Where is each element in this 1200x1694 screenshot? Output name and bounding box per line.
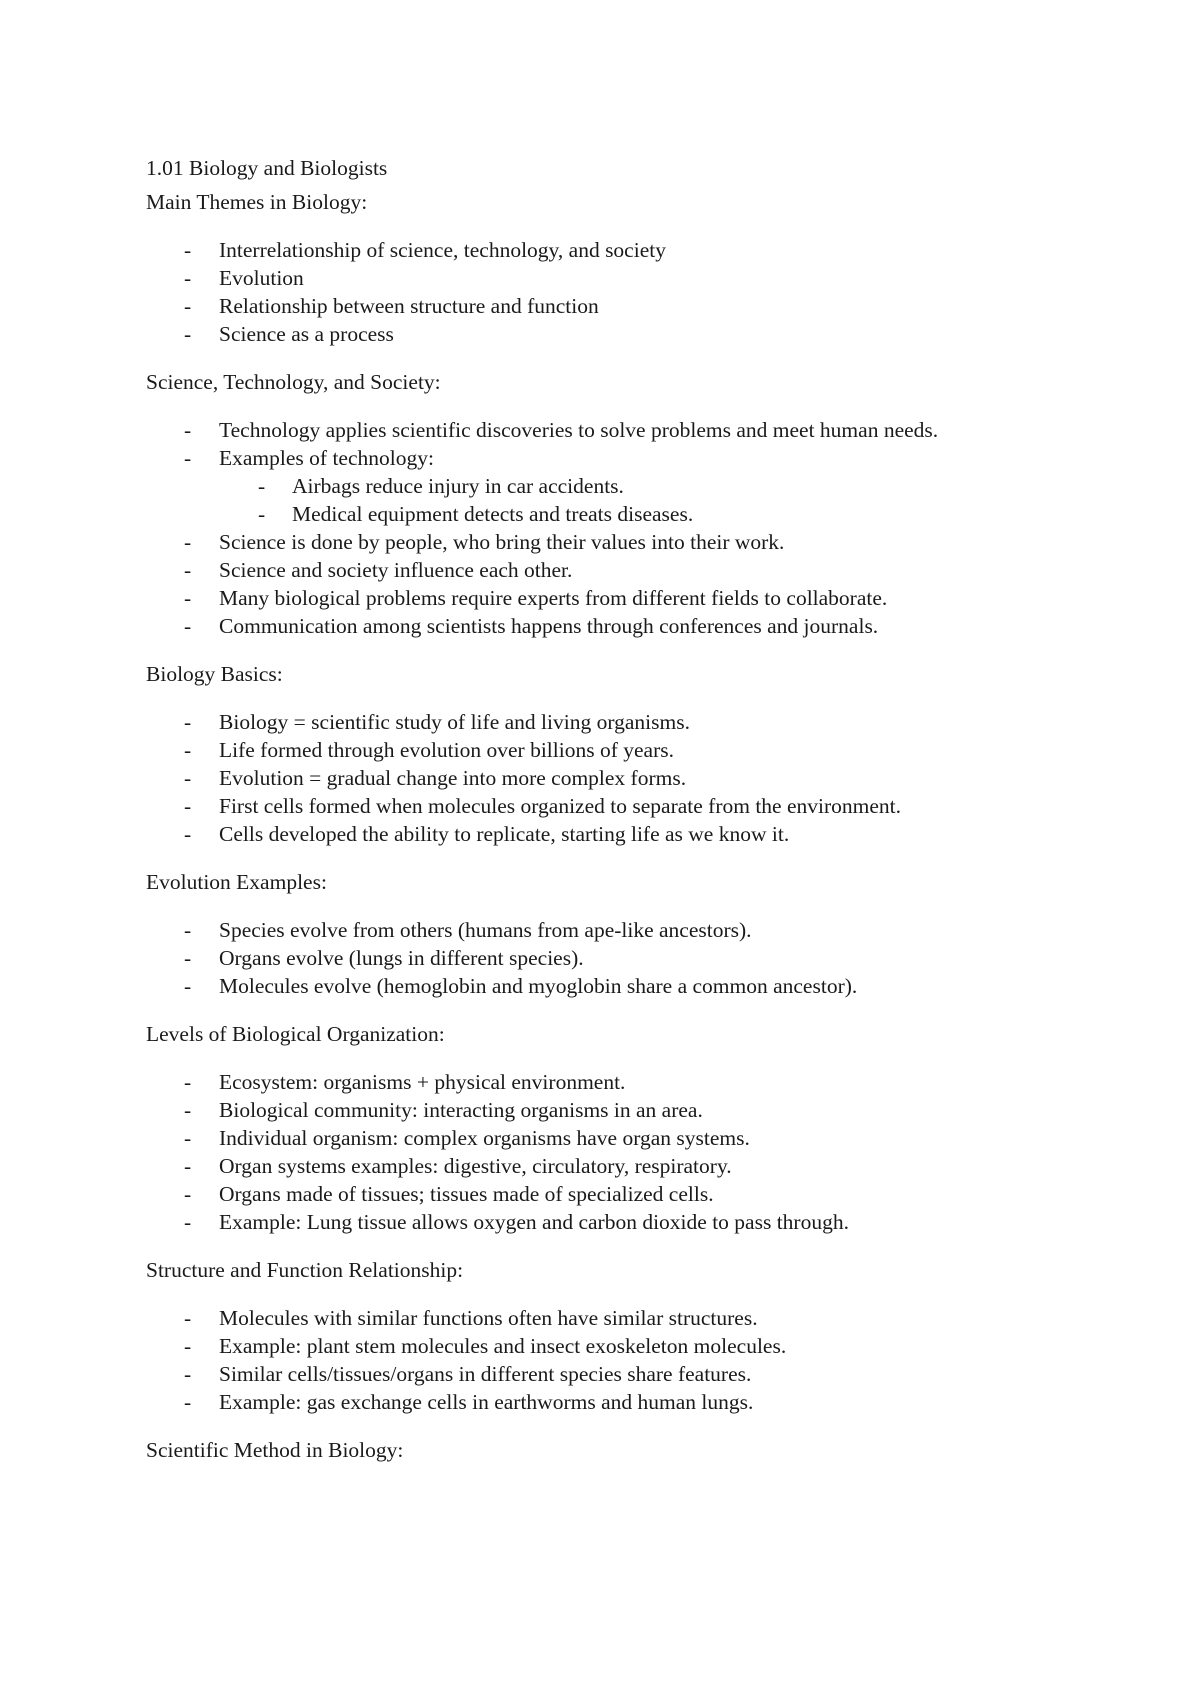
list-item [146, 820, 1146, 848]
bullet-dash-icon: - [184, 918, 192, 942]
list-item [146, 1096, 1146, 1124]
bullet-dash-icon: - [184, 1182, 192, 1206]
bullet-dash-icon: - [184, 446, 192, 470]
bullet-dash-icon: - [184, 822, 192, 846]
list-item-text: Relationship between structure and function [219, 294, 599, 318]
bullet-dash-icon: - [184, 1362, 192, 1386]
bullet-list [146, 708, 1146, 848]
bullet-dash-icon: - [184, 322, 192, 346]
list-item-text: Biology = scientific study of life and living organisms. [219, 710, 690, 734]
bullet-dash-icon: - [184, 294, 192, 318]
section-heading: Evolution Examples: [146, 870, 327, 894]
list-item [146, 1332, 1146, 1360]
bullet-list [146, 1304, 1146, 1416]
bullet-dash-icon: - [184, 946, 192, 970]
list-item [146, 1304, 1146, 1332]
bullet-dash-icon: - [184, 530, 192, 554]
list-item-text: Airbags reduce injury in car accidents. [292, 474, 624, 498]
list-item-text: Cells developed the ability to replicate, starting life as we know it. [219, 822, 790, 846]
section [146, 367, 1146, 640]
bullet-dash-icon: - [184, 1334, 192, 1358]
bullet-list [146, 1068, 1146, 1236]
bullet-dash-icon: - [184, 766, 192, 790]
section [146, 1019, 1146, 1236]
list-item-text: Organs evolve (lungs in different species). [219, 946, 584, 970]
bullet-dash-icon: - [184, 1390, 192, 1414]
list-item [146, 584, 1146, 612]
document-body [146, 153, 1146, 1465]
bullet-dash-icon: - [184, 1126, 192, 1150]
list-item [146, 972, 1146, 1000]
list-item [146, 1124, 1146, 1152]
bullet-dash-icon: - [184, 266, 192, 290]
section [146, 1255, 1146, 1416]
sub-list-item [146, 472, 1146, 500]
section-heading: Structure and Function Relationship: [146, 1258, 464, 1282]
list-item-text: Similar cells/tissues/organs in different species share features. [219, 1362, 752, 1386]
list-item-text: Medical equipment detects and treats diseases. [292, 502, 694, 526]
bullet-dash-icon: - [184, 974, 192, 998]
list-item [146, 916, 1146, 944]
list-item-text: Example: gas exchange cells in earthworms and human lungs. [219, 1390, 754, 1414]
section-heading: Main Themes in Biology: [146, 190, 368, 214]
bullet-dash-icon: - [184, 1306, 192, 1330]
list-item [146, 764, 1146, 792]
bullet-list [146, 916, 1146, 1000]
list-item [146, 708, 1146, 736]
list-item [146, 1388, 1146, 1416]
document-title: 1.01 Biology and Biologists [146, 156, 388, 180]
list-item-text: Interrelationship of science, technology, and society [219, 238, 666, 262]
bullet-dash-icon: - [184, 1210, 192, 1234]
list-item-text: Many biological problems require experts from different fields to collaborate. [219, 586, 888, 610]
bullet-dash-icon: - [184, 710, 192, 734]
bullet-dash-icon: - [184, 558, 192, 582]
bullet-dash-icon: - [184, 738, 192, 762]
list-item [146, 612, 1146, 640]
list-item-text: Communication among scientists happens through conferences and journals. [219, 614, 879, 638]
section [146, 1435, 1146, 1465]
list-item [146, 792, 1146, 820]
list-item [146, 444, 1146, 472]
list-item [146, 528, 1146, 556]
list-item-text: Examples of technology: [219, 446, 434, 470]
list-item-text: Individual organism: complex organisms have organ systems. [219, 1126, 750, 1150]
list-item [146, 236, 1146, 264]
list-item-text: Biological community: interacting organisms in an area. [219, 1098, 703, 1122]
bullet-dash-icon: - [184, 1098, 192, 1122]
list-item-text: Organs made of tissues; tissues made of specialized cells. [219, 1182, 714, 1206]
list-item-text: Life formed through evolution over billions of years. [219, 738, 674, 762]
section [146, 659, 1146, 848]
list-item [146, 264, 1146, 292]
bullet-dash-icon: - [184, 1070, 192, 1094]
bullet-dash-icon: - [184, 238, 192, 262]
list-item-text: Molecules with similar functions often have similar structures. [219, 1306, 758, 1330]
list-item [146, 944, 1146, 972]
bullet-dash-icon: - [184, 586, 192, 610]
list-item-text: Science is done by people, who bring their values into their work. [219, 530, 785, 554]
list-item [146, 1068, 1146, 1096]
list-item-text: Technology applies scientific discoveries to solve problems and meet human needs. [219, 418, 939, 442]
section-heading: Science, Technology, and Society: [146, 370, 441, 394]
list-item-text: First cells formed when molecules organized to separate from the environment. [219, 794, 902, 818]
list-item [146, 320, 1146, 348]
list-item-text: Evolution = gradual change into more complex forms. [219, 766, 687, 790]
list-item [146, 556, 1146, 584]
list-item-text: Molecules evolve (hemoglobin and myoglobin share a common ancestor). [219, 974, 858, 998]
list-item-text: Ecosystem: organisms + physical environment. [219, 1070, 626, 1094]
bullet-dash-icon: - [258, 502, 266, 526]
bullet-dash-icon: - [184, 794, 192, 818]
sub-list-item [146, 500, 1146, 528]
bullet-list [146, 236, 1146, 348]
list-item-text: Example: Lung tissue allows oxygen and carbon dioxide to pass through. [219, 1210, 849, 1234]
list-item [146, 736, 1146, 764]
list-item [146, 1152, 1146, 1180]
bullet-dash-icon: - [184, 614, 192, 638]
bullet-dash-icon: - [258, 474, 266, 498]
section [146, 187, 1146, 348]
list-item-text: Organ systems examples: digestive, circulatory, respiratory. [219, 1154, 732, 1178]
section [146, 867, 1146, 1000]
list-item-text: Science as a process [219, 322, 394, 346]
list-item [146, 1180, 1146, 1208]
list-item-text: Species evolve from others (humans from ape-like ancestors). [219, 918, 752, 942]
section-heading: Levels of Biological Organization: [146, 1022, 445, 1046]
section-heading: Scientific Method in Biology: [146, 1438, 404, 1462]
bullet-dash-icon: - [184, 1154, 192, 1178]
list-item [146, 416, 1146, 444]
list-item [146, 1208, 1146, 1236]
list-item-text: Evolution [219, 266, 304, 290]
bullet-list [146, 416, 1146, 640]
list-item [146, 1360, 1146, 1388]
list-item [146, 292, 1146, 320]
list-item-text: Science and society influence each other. [219, 558, 573, 582]
section-heading: Biology Basics: [146, 662, 283, 686]
list-item-text: Example: plant stem molecules and insect exoskeleton molecules. [219, 1334, 787, 1358]
bullet-dash-icon: - [184, 418, 192, 442]
